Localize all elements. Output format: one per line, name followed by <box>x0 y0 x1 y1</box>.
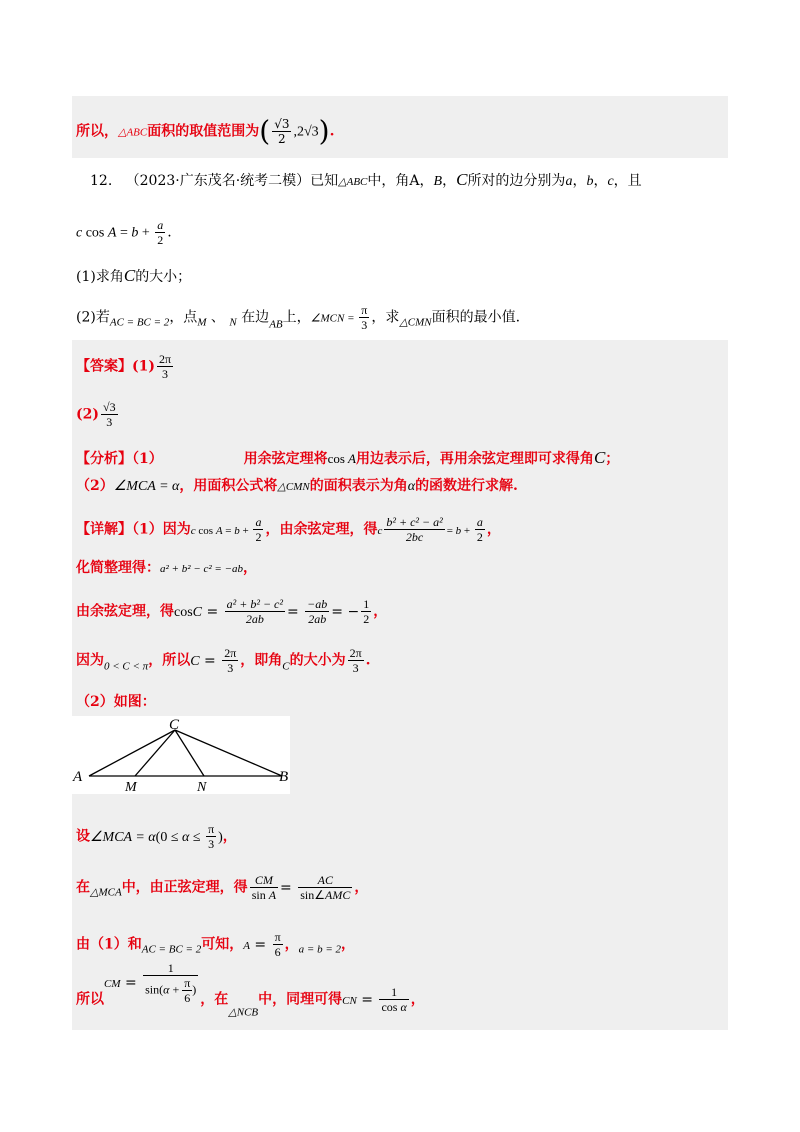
part2-label: （2）如图： <box>76 694 156 710</box>
answer2-line: (2) $\frac{√3}{3}$ <box>76 400 116 429</box>
answer-line: 【答案】(1) $\frac{2\pi}{3}$ <box>76 352 172 381</box>
cos-line: 由余弦定理，得cosC = $\frac{\text{a² + b² − c²}}{2ab}$ = $\frac{-ab}{2ab}$ = − $\frac{1}{2}$ ， <box>76 597 388 626</box>
sine-line: 在$_{\triangle MCA}$中，由正弦定理，得 $\frac{CM}{\text{sin A}}$ = $\frac{AC}{\text{sin∠AMC}}$ ， <box>76 873 369 902</box>
question-part2: (2)若$_{AC = BC = 2}$，点$_M$ 、 $_N$ 在边$_{AB}$上，∠MCN = $\frac{\pi}{3}$ ，求$_{\triangle CMN}$面积的最小值. <box>76 303 521 332</box>
label-a: A <box>73 769 83 785</box>
triangle-figure <box>72 716 290 794</box>
side-ac <box>89 730 175 776</box>
so-line: 所以CM = 1 sin(α + $\frac{\pi}{6}$ ) ，在$_{\triangle NCB}$中，同理可得CN = $\frac{1}{\text{cos α}}$ ， <box>76 960 425 1019</box>
detail-line1: 【详解】（1）因为c cos A = b + $\frac{a}{2}$ ，由余弦定理，得c $\frac{\text{b² + c² − a²}}{2bc}$ = b + $\frac{a}{2}$ ， <box>76 515 501 544</box>
top-conclusion: 所以，△ABC面积的取值范围为( $\frac{√3}{2}$ ,2√3). <box>76 114 335 148</box>
from-line: 由（1）和$_{AC = BC = 2}$可知，A = $\frac{\pi}{6}$ ，$_{a = b = 2}$， <box>76 930 356 959</box>
analysis-line2: （2）∠MCA = α，用面积公式将△CMN的面积表示为角α的函数进行求解. <box>76 478 518 494</box>
analysis-line1: 【分析】（1） 用余弦定理将cos A用边表示后，再用余弦定理即可求得角C； <box>76 448 620 467</box>
question-condition: c cos A = b + $\frac{a}{2}$ . <box>76 218 172 247</box>
label-n: N <box>197 780 207 794</box>
because-line: 因为$_{0 < C < \pi}$，所以C = $\frac{2\pi}{3}$ ，即角$_C$的大小为 $\frac{2\pi}{3}$ . <box>76 646 371 675</box>
label-c: C <box>169 717 180 733</box>
solution-box <box>72 340 728 1030</box>
side-bc <box>175 730 282 776</box>
label-m: M <box>125 780 137 794</box>
segment-cm <box>135 730 175 776</box>
label-b: B <box>279 769 289 785</box>
question-part1: (1)求角C的大小； <box>76 266 192 285</box>
simplify-line: 化简整理得：a² + b² − c² = −ab， <box>76 560 257 576</box>
question-stem: 12. （2023·广东茂名·统考二模）已知△ABC中，角A，B，C所对的边分别为a，b，c，且 <box>90 170 642 189</box>
set-line: 设∠MCA = α(0 ≤ α ≤ $\frac{\pi}{3}$ )， <box>76 822 237 851</box>
